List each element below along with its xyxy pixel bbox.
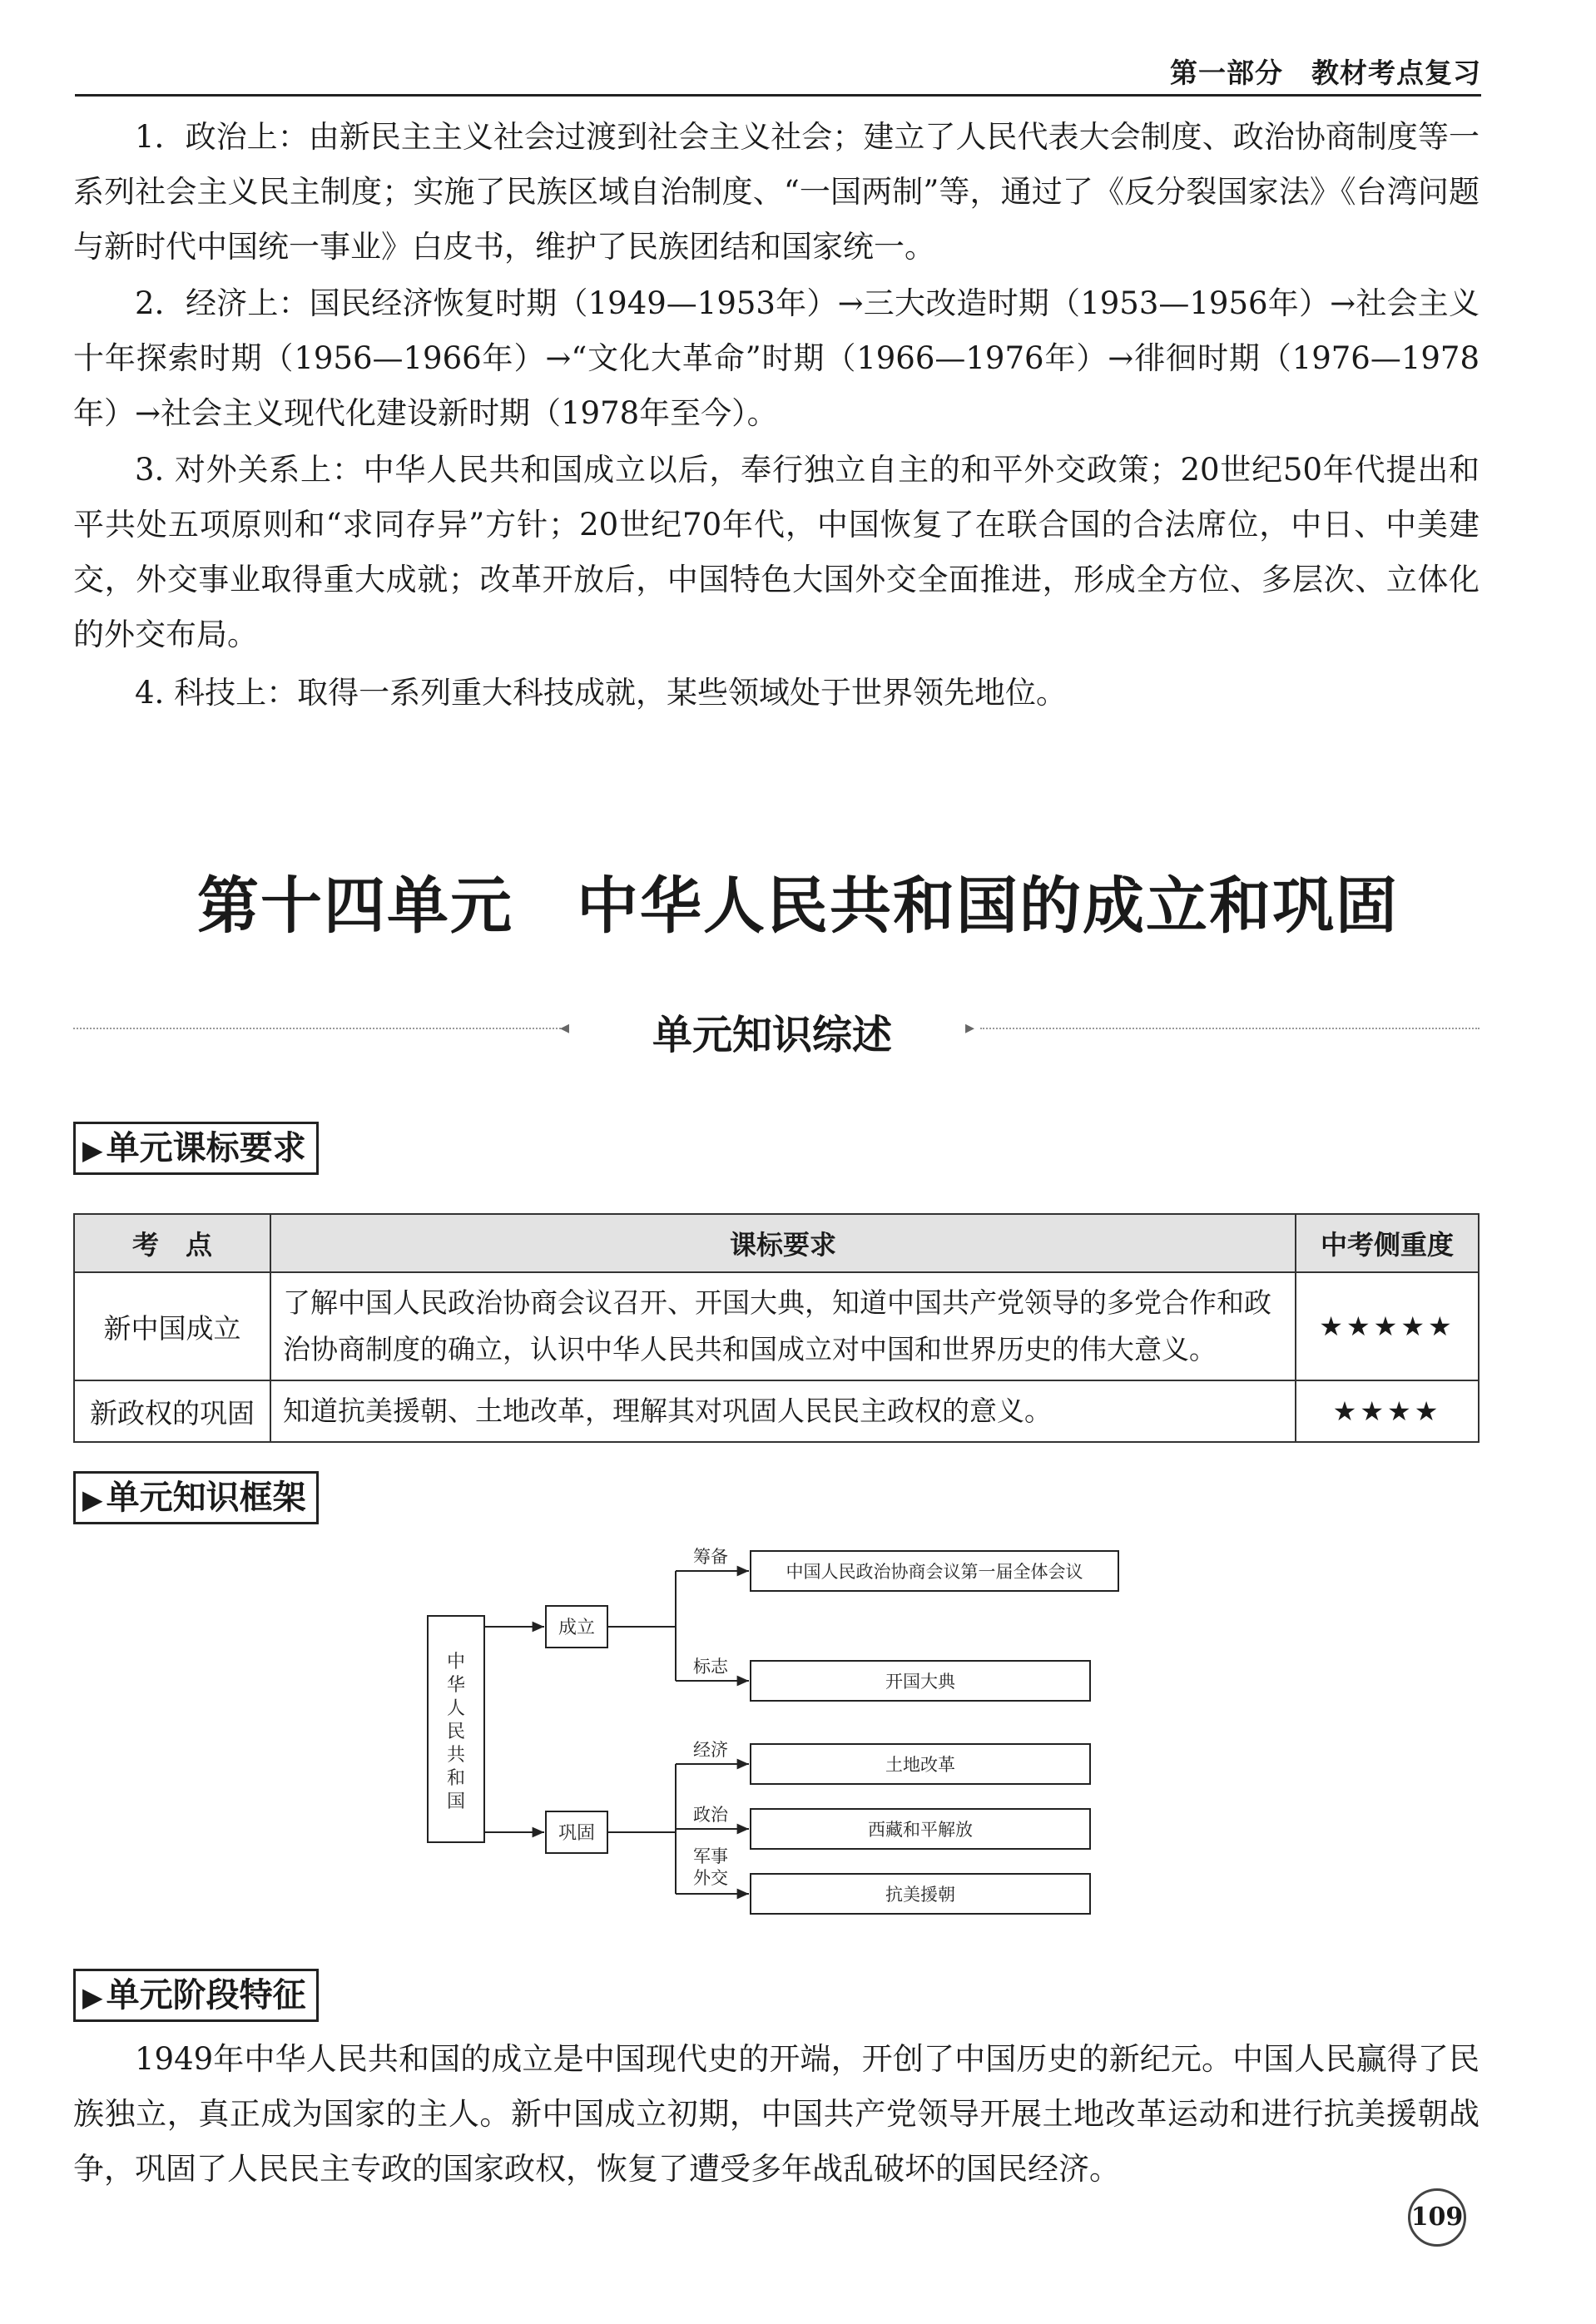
pol-content: 西藏和平解放 [868,1820,973,1840]
requirement-cell: 了解中国人民政治协商会议召开、开国大典，知道中国共产党领导的多党合作和政治协商制度的确立，认识中华人民共和国成立对中国和世界历史的伟大意义。 [270,1272,1296,1380]
stage-heading-label: 单元阶段特征 [106,1976,306,2014]
curriculum-table [73,1213,1480,1443]
running-header: 第一部分 教材考点复习 [1170,57,1481,89]
mil-branch-label-line1: 军事 [693,1846,728,1866]
paragraph-economy: 2．经济上：国民经济恢复时期（1949—1953年）→三大改造时期（1953—1956年）→社会主义十年探索时期（1956—1966年）→“文化大革命”时期（1966—1976年）→徘徊时期（1976—1978年）→社会主义现代化建设新时期（1978年至今）。 [73,285,1480,431]
root-char: 人 [446,1698,466,1719]
curriculum-heading [73,1122,319,1175]
prep-content: 中国人民政治协商会议第一届全体会议 [786,1562,1083,1582]
root-char: 中 [446,1652,466,1672]
root-char: 和 [446,1768,466,1789]
header-weight: 中考侧重度 [1296,1214,1479,1272]
mil-branch-label-line2: 外交 [693,1868,728,1888]
mark-content: 开国大典 [885,1672,955,1692]
topic-cell: 新中国成立 [74,1272,270,1380]
header-topic: 考 点 [74,1214,270,1272]
root-label-group [447,1652,465,1812]
table-row [74,1272,1479,1380]
econ-box [751,1744,1090,1784]
mark-branch-label: 标志 [693,1657,728,1677]
prep-branch-label: 筹备 [693,1547,728,1567]
pol-branch-label: 政治 [693,1805,728,1825]
unit-title: 第十四单元 中华人民共和国的成立和巩固 [197,870,1399,942]
stars-cell: ★★★★ [1296,1380,1479,1442]
framework-heading [73,1471,319,1524]
section-title-divider-left [73,1028,564,1029]
section-title: 单元知识综述 [652,1012,892,1058]
mil-box [751,1874,1090,1914]
econ-content: 土地改革 [885,1755,955,1775]
section-title-row [73,1003,1480,1058]
pol-box [751,1809,1090,1849]
stars-cell: ★★★★★ [1296,1272,1479,1380]
econ-branch-label: 经济 [693,1740,728,1760]
topic-cell: 新政权的巩固 [74,1380,270,1442]
section-title-divider-right [980,1028,1480,1029]
root-char: 民 [446,1722,466,1742]
root-char: 国 [446,1791,466,1812]
arrow-left-icon: ◂ [560,1018,570,1038]
consolidate-label: 巩固 [558,1823,596,1844]
paragraph-foreign-relations: 3. 对外关系上：中华人民共和国成立以后，奉行独立自主的和平外交政策；20世纪50年代提出和平共处五项原则和“求同存异”方针；20世纪70年代，中国恢复了在联合国的合法席位，中日、中美建交，外交事业取得重大成就；改革开放后，中国特色大国外交全面推进，形成全方位、多层次、立体化的外交布局。 [73,452,1480,652]
header-requirement: 课标要求 [270,1214,1296,1272]
curriculum-heading-label: 单元课标要求 [106,1129,306,1167]
table-row [74,1380,1479,1442]
page-number: 109 [1408,2188,1466,2247]
triangle-right-icon: ▶ [82,1484,103,1515]
triangle-right-icon: ▶ [82,1134,103,1166]
arrow-right-icon: ▸ [965,1018,975,1038]
paragraph-technology: 4. 科技上：取得一系列重大科技成就，某些领域处于世界领先地位。 [135,675,1068,711]
table-header-row [74,1214,1479,1272]
consolidate-box [546,1811,607,1853]
framework-heading-label: 单元知识框架 [106,1479,306,1517]
stage-heading [73,1969,319,2022]
root-char: 华 [446,1675,466,1696]
prep-box [751,1551,1118,1591]
found-box [546,1606,607,1648]
found-label: 成立 [558,1618,596,1638]
stage-paragraph: 1949年中华人民共和国的成立是中国现代史的开端，开创了中国历史的新纪元。中国人民赢得了民族独立，真正成为国家的主人。新中国成立初期，中国共产党领导开展土地改革运动和进行抗美援朝战争，巩固了人民民主专政的国家政权，恢复了遭受多年战乱破坏的国民经济。 [73,2041,1480,2187]
mark-box [751,1661,1090,1701]
root-box [428,1616,484,1842]
header-divider [75,94,1481,97]
requirement-cell: 知道抗美援朝、土地改革，理解其对巩固人民民主政权的意义。 [270,1380,1296,1442]
root-char: 共 [446,1745,466,1766]
paragraph-politics: 1．政治上：由新民主主义社会过渡到社会主义社会；建立了人民代表大会制度、政治协商制度等一系列社会主义民主制度；实施了民族区域自治制度、“一国两制”等，通过了《反分裂国家法》《台湾问题与新时代中国统一事业》白皮书，维护了民族团结和国家统一。 [73,119,1480,265]
triangle-right-icon: ▶ [82,1981,103,2013]
mil-content: 抗美援朝 [885,1885,955,1905]
